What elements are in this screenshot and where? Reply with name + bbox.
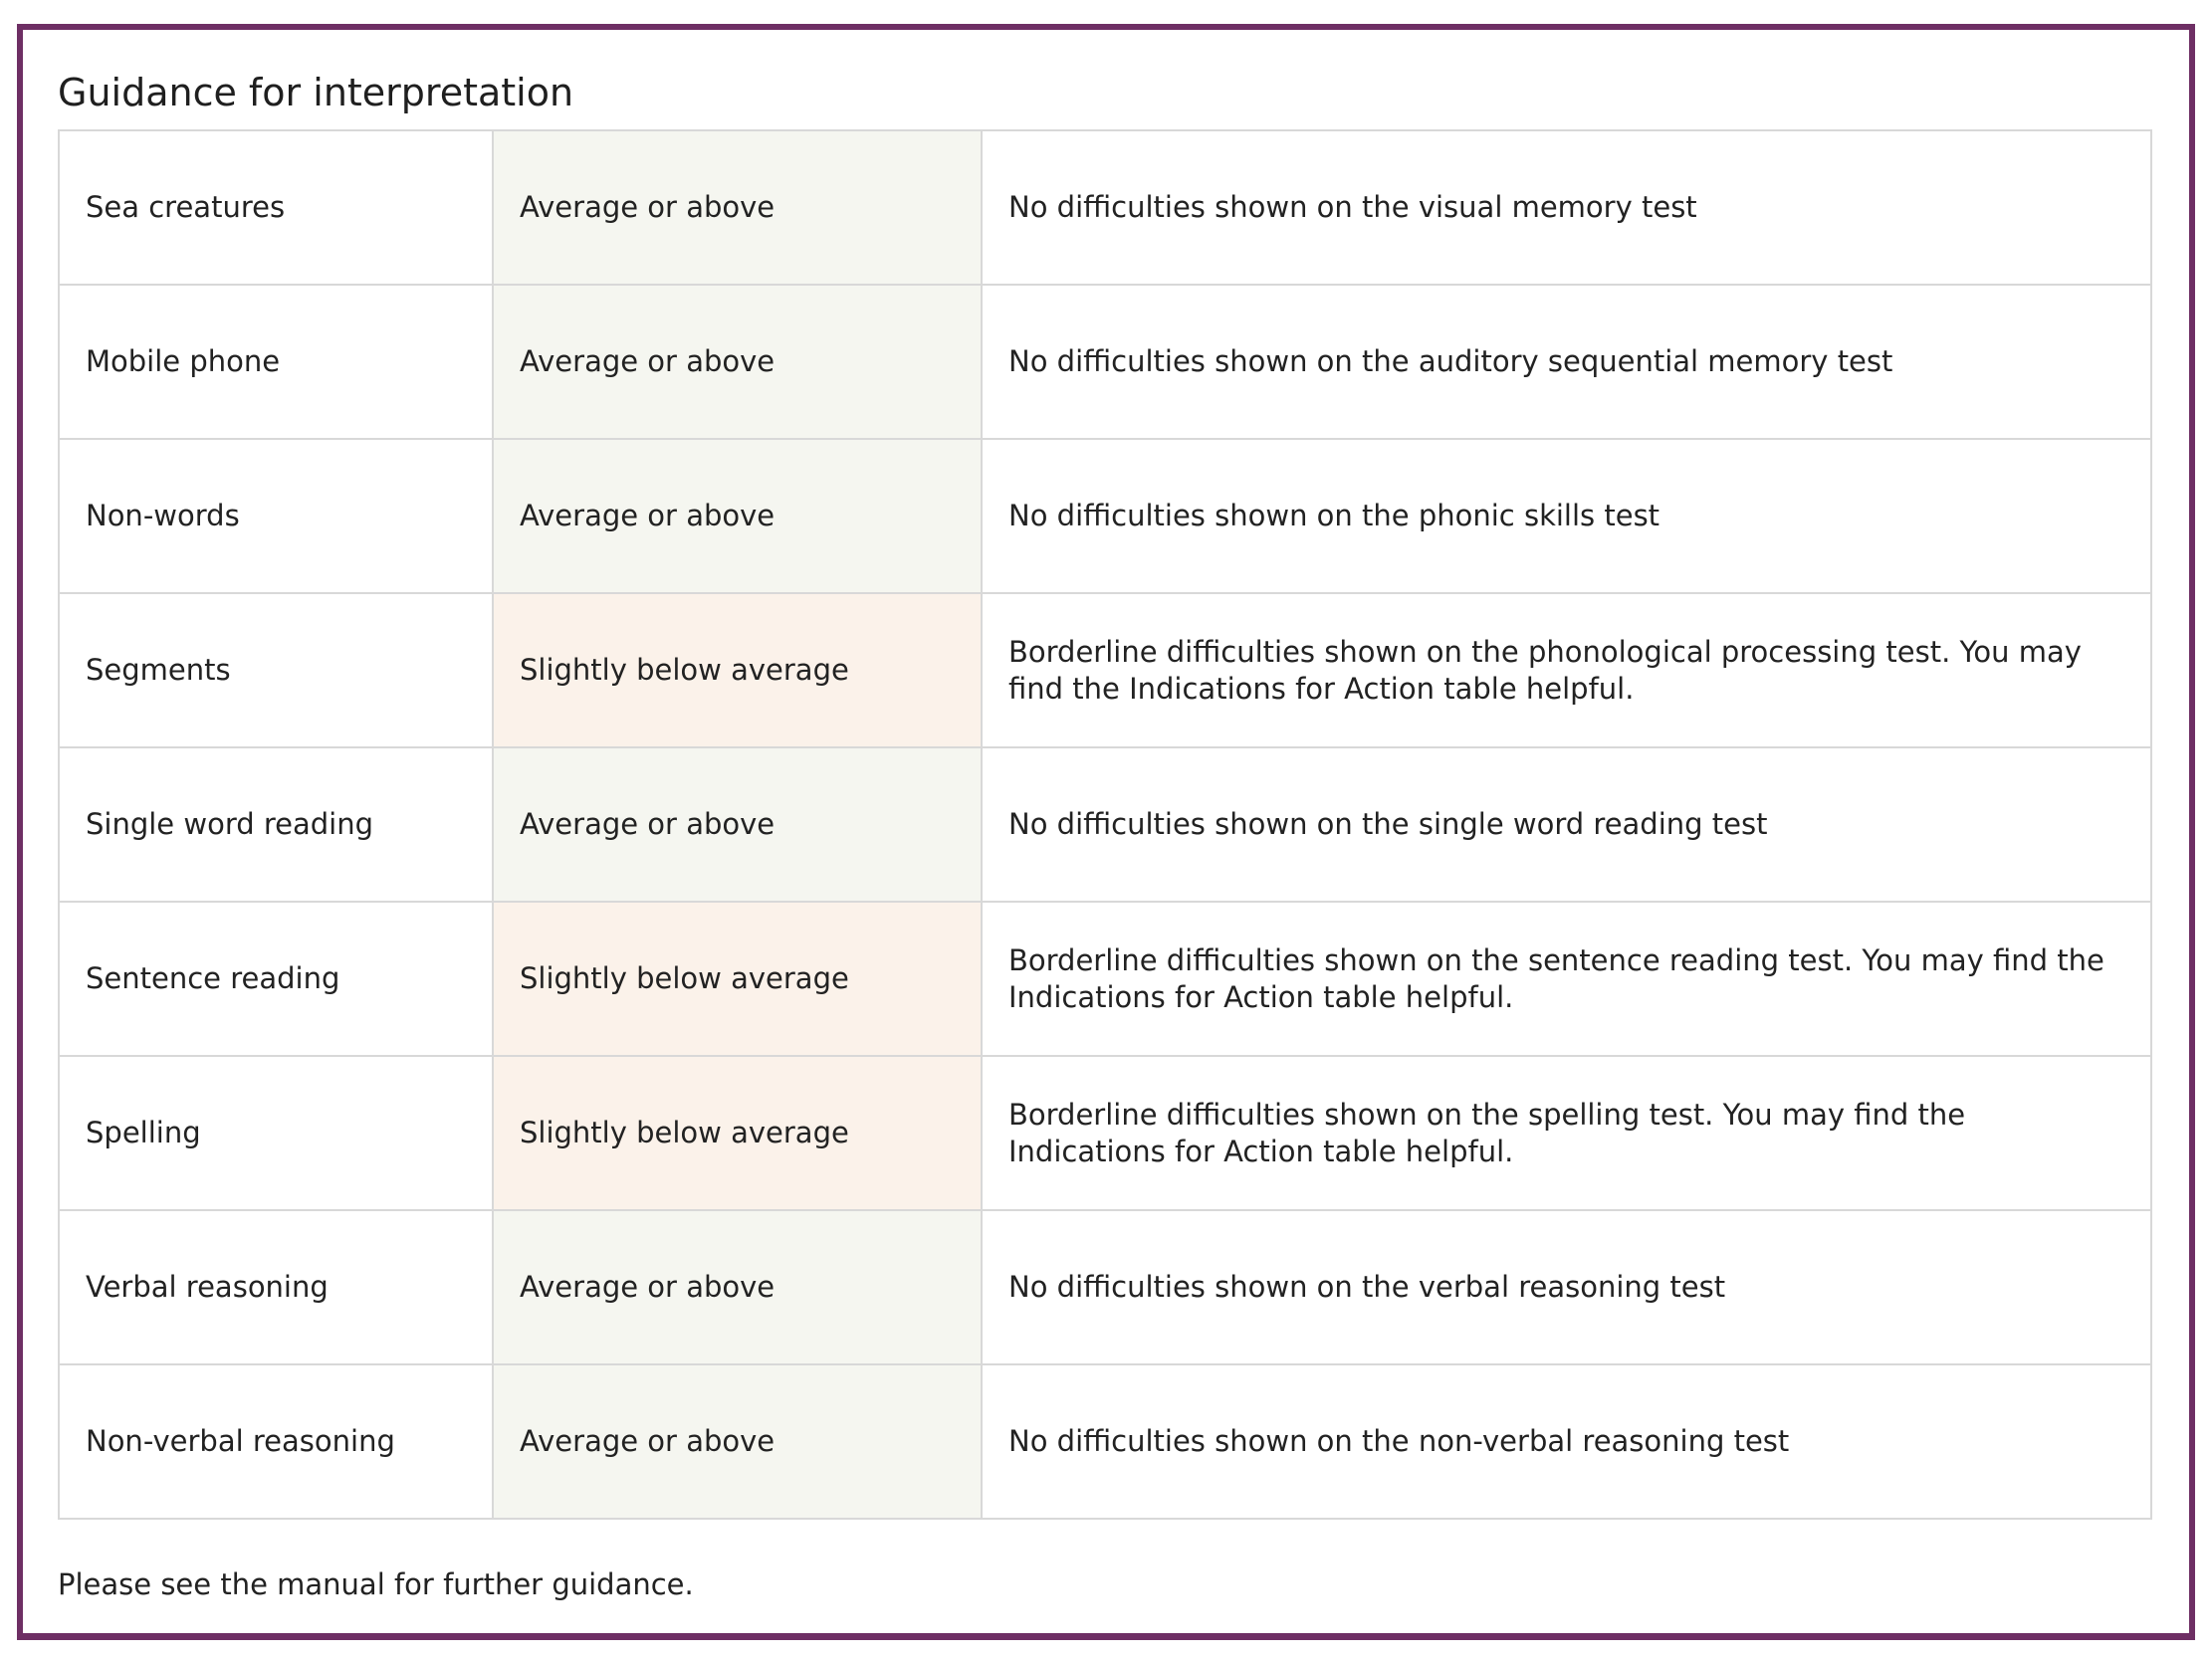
table-row xyxy=(59,747,2151,902)
result-cell: Slightly below average xyxy=(493,593,982,747)
test-name-cell: Non-verbal reasoning xyxy=(59,1364,493,1519)
table-row xyxy=(59,1056,2151,1210)
footnote: Please see the manual for further guidance. xyxy=(58,1567,694,1601)
table-row xyxy=(59,902,2151,1056)
guidance-cell: No difficulties shown on the single word reading test xyxy=(982,747,2151,902)
table-row xyxy=(59,1210,2151,1364)
table-row xyxy=(59,593,2151,747)
guidance-cell: No difficulties shown on the non-verbal reasoning test xyxy=(982,1364,2151,1519)
table-row xyxy=(59,285,2151,439)
result-cell: Average or above xyxy=(493,130,982,285)
result-cell: Average or above xyxy=(493,285,982,439)
test-name-cell: Mobile phone xyxy=(59,285,493,439)
result-cell: Slightly below average xyxy=(493,1056,982,1210)
test-name-cell: Segments xyxy=(59,593,493,747)
guidance-cell: No difficulties shown on the visual memory test xyxy=(982,130,2151,285)
test-name-cell: Verbal reasoning xyxy=(59,1210,493,1364)
test-name-cell: Sentence reading xyxy=(59,902,493,1056)
result-cell: Slightly below average xyxy=(493,902,982,1056)
result-cell: Average or above xyxy=(493,1364,982,1519)
test-name-cell: Non-words xyxy=(59,439,493,593)
test-name-cell: Sea creatures xyxy=(59,130,493,285)
test-name-cell: Spelling xyxy=(59,1056,493,1210)
panel-title: Guidance for interpretation xyxy=(58,71,574,114)
table-row xyxy=(59,130,2151,285)
test-name-cell: Single word reading xyxy=(59,747,493,902)
guidance-panel xyxy=(17,24,2195,1640)
guidance-cell: Borderline difficulties shown on the spelling test. You may find the Indications for Action table helpful. xyxy=(982,1056,2151,1210)
table-row xyxy=(59,1364,2151,1519)
guidance-cell: Borderline difficulties shown on the phonological processing test. You may find the Indications for Action table helpful. xyxy=(982,593,2151,747)
result-cell: Average or above xyxy=(493,1210,982,1364)
table-row xyxy=(59,439,2151,593)
result-cell: Average or above xyxy=(493,747,982,902)
guidance-table xyxy=(58,129,2152,1520)
guidance-cell: No difficulties shown on the phonic skills test xyxy=(982,439,2151,593)
guidance-cell: No difficulties shown on the verbal reasoning test xyxy=(982,1210,2151,1364)
guidance-cell: No difficulties shown on the auditory sequential memory test xyxy=(982,285,2151,439)
guidance-cell: Borderline difficulties shown on the sentence reading test. You may find the Indications for Action table helpful. xyxy=(982,902,2151,1056)
result-cell: Average or above xyxy=(493,439,982,593)
